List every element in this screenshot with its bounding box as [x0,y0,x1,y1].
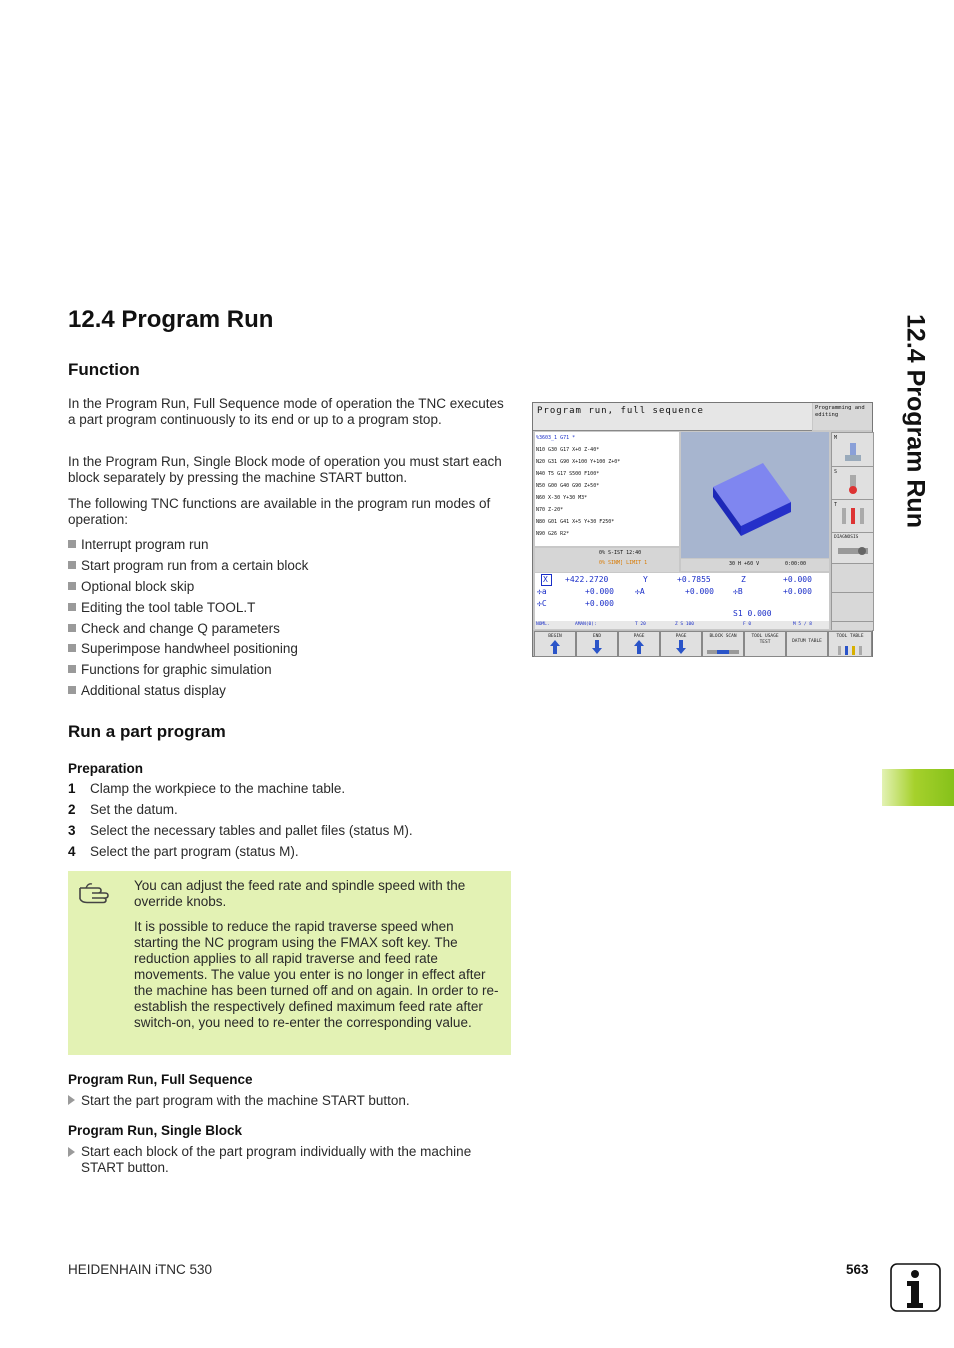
axis-value: +0.000 [685,587,714,596]
program-line: N80 G01 G41 X+5 Y+30 F250* [536,519,615,525]
bullet-square-icon [68,624,76,632]
side-key-m[interactable]: M [831,432,874,467]
graphic-time: 0:00:00 [785,561,807,567]
graphic-area [681,432,829,558]
program-listing [535,432,679,546]
bullet-square-icon [68,665,76,673]
bullet-square-icon [68,540,76,548]
tnc-screenshot [532,402,873,657]
program-line: N50 G00 G40 G90 Z+50* [536,483,600,489]
tool-icon [840,506,866,528]
softkey-end[interactable]: END [576,631,618,657]
function-paragraph-3: The following TNC functions are available in the program run modes of operation: [68,496,491,527]
side-key-empty[interactable] [831,563,874,593]
mode-title-bar [533,403,812,431]
function-heading: Function [68,360,140,379]
axis-label: ✢B [733,587,743,596]
program-line: N20 G31 G90 X+100 Y+100 Z+0* [536,459,621,465]
diagnosis-icon [838,545,868,557]
full-sequence-heading: Program Run, Full Sequence [68,1072,253,1087]
axis-label: ✢a [537,587,547,596]
arrow-down-icon [676,640,686,654]
side-key-diagnosis[interactable]: DIAGNOSIS [831,532,874,564]
side-key-s[interactable]: S [831,466,874,500]
block-scan-icon [707,649,739,655]
softkey-page-up[interactable]: PAGE [618,631,660,657]
spindle-value: S1 0.000 [733,609,772,618]
softkey-datum-table[interactable]: DATUM TABLE [786,631,828,657]
workpiece-cube-icon [681,432,829,558]
softkey-block-scan[interactable]: BLOCK SCAN [702,631,744,657]
step-item: 1 Clamp the workpiece to the machine table. [68,781,346,796]
footer-product: HEIDENHAIN iTNC 530 [68,1262,213,1277]
arrow-up-icon [634,640,644,654]
list-item: Start program run from a certain block [68,558,308,579]
program-line: N70 Z-20* [536,507,564,513]
bullet-square-icon [68,561,76,569]
program-line: N90 G26 R2* [536,531,570,537]
program-line: %3603_1 G71 * [536,435,576,441]
mode-tab-programming[interactable]: Programming and editing [813,403,872,430]
step-item: 2 Set the datum. [68,801,178,817]
preparation-steps [68,781,413,865]
side-chapter-title: 12.4 Program Run [901,314,930,528]
note-box [68,871,511,1055]
axis-label: X [543,575,548,584]
program-line: N40 T5 G17 S500 F100* [536,471,600,477]
list-item: Additional status display [68,683,308,704]
single-block-step: Start each block of the part program individually with the machine START button. [68,1144,508,1176]
page-number: 563 [846,1262,869,1277]
status-lines [535,548,679,572]
list-item: Interrupt program run [68,537,308,558]
status-line: 0% S-IST 12:40 [599,550,642,556]
graphic-view-angle: 30 H +60 V [729,561,760,567]
full-sequence-step: Start the part program with the machine START button. [68,1093,508,1109]
axis-label: ✢C [537,599,547,608]
softkey-bar [533,630,872,656]
graphic-status [681,559,829,571]
axis-value: +0.000 [585,599,614,608]
tool-table-icon [837,646,863,655]
axis-value: +0.000 [585,587,614,596]
softkey-tool-table[interactable]: TOOL TABLE [828,631,872,657]
function-paragraph-2: In the Program Run, Single Block mode of operation you must start each block separately by pressing the machine START button. [68,454,502,485]
axis-value: +422.2720 [565,575,609,584]
side-key-t[interactable]: T [831,499,874,533]
bullet-square-icon [68,582,76,590]
arrow-down-icon [592,640,602,654]
mode-title: Program run, full sequence [537,406,704,416]
step-item: 3 Select the necessary tables and pallet files (status M). [68,822,413,838]
program-line: N10 G30 G17 X+0 Z-40* [536,447,600,453]
step-item: 4 Select the part program (status M). [68,843,299,859]
bullet-square-icon [68,644,76,652]
softkey-tool-usage-test[interactable]: TOOL USAGE TEST [744,631,786,657]
section-title: 12.4 Program Run [68,306,274,333]
pointing-hand-icon [78,881,112,905]
list-item: Superimpose handwheel positioning [68,641,308,662]
list-item: Check and change Q parameters [68,621,308,642]
side-key-empty[interactable] [831,592,874,622]
list-item: Functions for graphic simulation [68,662,308,683]
axis-label: Z [741,575,746,584]
bullet-square-icon [68,603,76,611]
spindle-icon [844,475,862,495]
list-item: Optional block skip [68,579,308,600]
position-display [535,573,829,621]
softkey-begin[interactable]: BEGIN [534,631,576,657]
axis-label: ✢A [635,587,645,596]
arrow-right-icon [68,1095,75,1105]
axis-value: +0.000 [783,587,812,596]
note-paragraph-2: It is possible to reduce the rapid traverse speed when starting the NC program using the FMAX soft key. The reduction applies to all rapid traverse and feed rate movements. The value you enter is no longer in effect after the machine has been turned off and on again. In order to re-establish the respectively defined maximum feed rate after switch-on, you need to re-enter the corresponding value. [134,919,499,1030]
bottom-status: NOML. AMAN(0): T 20 Z S 100 F 0 M 5 / 8 [535,621,829,629]
softkey-page-down[interactable]: PAGE [660,631,702,657]
preparation-heading: Preparation [68,761,144,776]
axis-value: +0.000 [783,575,812,584]
axis-label: Y [643,575,648,584]
arrow-right-icon [68,1147,75,1157]
arrow-up-icon [550,640,560,654]
machine-axis-icon [844,443,862,463]
function-list [68,537,308,704]
run-heading: Run a part program [68,722,226,741]
list-item: Editing the tool table TOOL.T [68,600,308,621]
chapter-tab [882,769,954,806]
function-paragraph-1: In the Program Run, Full Sequence mode of operation the TNC executes a part program continuously to its end or up to a program stop. [68,396,504,427]
status-line: 0% SINM] LIMIT 1 [599,560,648,566]
axis-value: +0.7855 [677,575,711,584]
program-line: N60 X-30 Y+30 M3* [536,495,588,501]
single-block-heading: Program Run, Single Block [68,1123,243,1138]
bullet-square-icon [68,686,76,694]
note-paragraph-1: You can adjust the feed rate and spindle speed with the override knobs. [134,878,466,909]
info-icon[interactable] [890,1263,941,1312]
